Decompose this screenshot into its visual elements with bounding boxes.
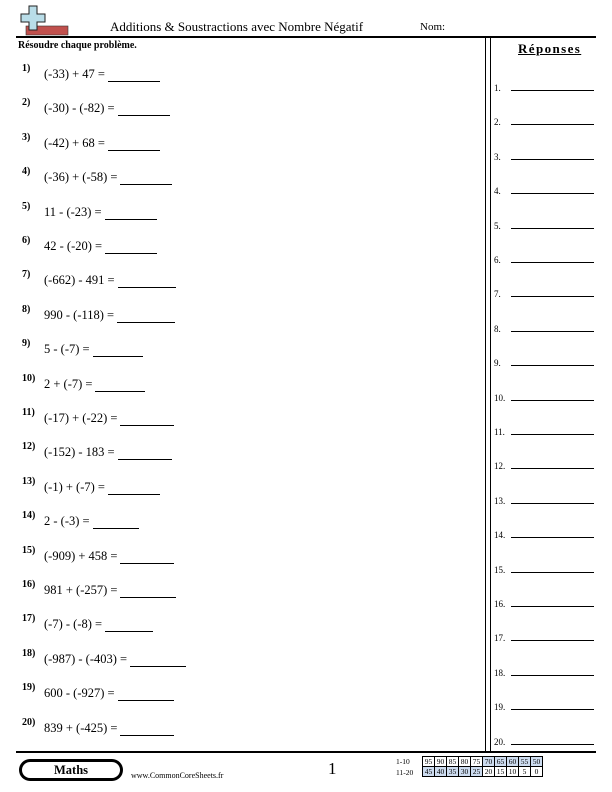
problem-expression-text: 981 + (-257) = [44,583,118,597]
answer-item [494,318,594,332]
problem-expression-text: (-42) + 68 = [44,135,105,150]
score-cell: 75 [471,757,483,767]
answer-blank[interactable] [118,275,176,288]
problem-expression-text: 2 - (-3) = [44,514,90,529]
subject-badge [19,759,123,781]
column-divider [485,37,491,751]
answer-blank[interactable] [117,310,175,323]
problem-expression [44,239,157,254]
answer-line[interactable] [511,468,594,469]
answer-item [494,249,594,263]
answer-line[interactable] [511,709,594,710]
score-cell: 10 [507,767,519,777]
problem-expression-text: (-909) + 458 = [44,548,118,563]
answer-item [494,387,594,401]
plus-sign-logo-icon [18,4,70,36]
problem-expression [44,411,174,426]
problem-expression [44,617,153,632]
answer-number: 8. [494,323,501,334]
problem-number: 12) [22,441,36,453]
answer-blank[interactable] [95,379,145,392]
answer-item [494,490,594,504]
name-label: Nom: [420,21,446,33]
problem-expression [44,445,172,460]
answer-number: 4. [494,186,501,197]
problem-expression [44,583,176,598]
problem-expression [44,136,160,151]
problem-expression [44,549,174,564]
website-link[interactable]: www.CommonCoreSheets.fr [131,771,224,780]
problem-number: 5) [22,200,31,212]
score-table [422,756,543,777]
score-cell: 70 [483,757,495,767]
answer-item [494,559,594,573]
answer-item [494,662,594,676]
answer-blank[interactable] [108,69,160,82]
score-cell: 90 [435,757,447,767]
answer-item [494,352,594,369]
problem-expression [44,101,170,116]
instructions: Résoudre chaque problème. [18,40,137,51]
problem-number: 3) [22,131,31,143]
score-cell: 40 [435,767,447,777]
answer-number: 7. [494,289,501,300]
answer-blank[interactable] [93,516,139,529]
score-row-label: 1-10 [396,757,410,766]
worksheet-title: Additions & Soustractions avec Nombre Négatif [110,19,364,34]
problem-expression [44,170,172,185]
problem-expression-text: 42 - (-20) = [44,239,103,253]
answer-blank[interactable] [105,241,157,254]
answer-blank[interactable] [120,585,176,598]
problem-expression-text: 990 - (-118) = [44,307,115,322]
answer-line[interactable] [511,124,594,125]
answer-number: 3. [494,151,501,162]
problem-expression-text: 2 + (-7) = [44,376,93,391]
problem-expression [44,652,186,667]
answer-number: 5. [494,220,501,231]
score-cell: 50 [531,757,543,767]
score-cell: 60 [507,757,519,767]
problem-expression [44,67,160,82]
problem-number: 20) [22,716,36,728]
answer-item [494,455,594,472]
answer-blank[interactable] [105,619,153,632]
problem-expression-text: (-36) + (-58) = [44,170,118,185]
problem-number: 1) [22,63,31,74]
answer-item [494,215,594,229]
answer-item [494,77,594,91]
answer-number: 9. [494,358,501,369]
score-cell: 30 [459,767,471,777]
answer-line[interactable] [511,159,594,160]
score-cell: 80 [459,757,471,767]
score-row-labels [396,757,413,778]
problem-expression [44,342,143,357]
answer-number: 14. [494,530,506,541]
problem-number: 6) [22,235,31,246]
problem-expression-text: (-152) - 183 = [44,445,115,460]
problem-expression [44,205,157,220]
answer-number: 12. [494,461,506,472]
problem-expression-text: (-30) - (-82) = [44,101,115,116]
problem-number: 13) [22,475,36,487]
answer-blank[interactable] [120,172,172,185]
footer-rule [16,751,596,753]
answer-number: 16. [494,599,506,609]
answer-number: 10. [494,392,506,403]
score-cell: 25 [471,767,483,777]
score-cell: 20 [483,767,495,777]
answer-item [494,593,594,607]
answer-line[interactable] [511,572,594,573]
page-number: 1 [328,759,337,778]
answer-item [494,421,594,435]
answer-item [494,283,594,300]
problem-expression [44,721,174,736]
answer-line[interactable] [511,262,594,263]
answers-heading: Réponses [518,41,582,56]
answer-blank[interactable] [120,723,174,736]
answer-number: 13. [494,495,506,506]
answer-blank[interactable] [118,447,172,460]
answer-line[interactable] [511,296,594,297]
answer-number: 17. [494,633,506,644]
problem-expression-text: (-7) - (-8) = [44,617,103,632]
problem-expression [44,480,160,495]
problem-number: 18) [22,647,36,659]
answer-line[interactable] [511,503,594,504]
problem-expression-text: (-987) - (-403) = [44,651,128,666]
answer-number: 11. [494,427,505,437]
problem-number: 7) [22,269,31,281]
answer-item [494,180,594,197]
answer-line[interactable] [511,744,594,745]
problem-number: 8) [22,303,31,315]
answer-number: 20. [494,736,506,747]
answer-line[interactable] [511,537,594,538]
score-cell: 35 [447,767,459,777]
problem-expression-text: (-662) - 491 = [44,273,115,288]
answer-number: 1. [494,83,501,93]
answer-blank[interactable] [118,688,174,701]
score-cell: 0 [531,767,543,777]
score-cell: 95 [423,757,435,767]
problem-number: 9) [22,338,31,350]
problem-expression-text: (-17) + (-22) = [44,411,118,425]
answer-line[interactable] [511,331,594,332]
problem-expression [44,514,139,529]
problem-number: 4) [22,166,31,178]
subject-label: Maths [22,762,120,778]
score-cell: 85 [447,757,459,767]
score-cell: 45 [423,767,435,777]
problem-expression-text: 11 - (-23) = [44,204,102,219]
answer-item [494,696,594,713]
answer-line[interactable] [511,606,594,607]
problem-number: 10) [22,372,36,384]
answer-line[interactable] [511,675,594,676]
score-cell: 65 [495,757,507,767]
problem-expression [44,273,176,288]
score-cell: 15 [495,767,507,777]
score-row [423,757,543,767]
header-rule [16,36,596,38]
score-row [423,767,543,777]
score-cell: 55 [519,757,531,767]
problem-number: 15) [22,544,36,556]
answer-line[interactable] [511,400,594,401]
answer-blank[interactable] [108,138,160,151]
answer-item [494,731,594,745]
answer-blank[interactable] [130,654,186,667]
answer-blank[interactable] [120,551,174,564]
answer-item [494,146,594,160]
answer-number: 6. [494,255,501,265]
problem-number: 2) [22,97,31,109]
answer-blank[interactable] [120,413,174,426]
problem-number: 16) [22,579,36,590]
problem-expression-text: (-1) + (-7) = [44,479,105,494]
answer-line[interactable] [511,365,594,366]
problem-number: 19) [22,682,36,694]
score-row-label: 11-20 [396,767,414,777]
answer-blank[interactable] [93,344,143,357]
answer-number: 19. [494,702,506,713]
answer-item [494,524,594,541]
answer-number: 18. [494,667,506,678]
score-cell: 5 [519,767,531,777]
problem-expression-text: 600 - (-927) = [44,686,115,701]
problem-number: 14) [22,510,36,522]
problem-expression [44,308,175,323]
answer-number: 15. [494,564,506,575]
answer-item [494,111,594,128]
answer-blank[interactable] [105,207,157,220]
answer-line[interactable] [511,90,594,91]
problem-expression-text: 839 + (-425) = [44,720,118,735]
answer-blank[interactable] [118,103,170,116]
problem-expression-text: (-33) + 47 = [44,67,105,81]
problem-expression [44,686,174,701]
answer-item [494,627,594,644]
problem-number: 17) [22,613,36,625]
answer-line[interactable] [511,434,594,435]
problem-number: 11) [22,407,35,418]
answer-number: 2. [494,117,501,128]
answer-line[interactable] [511,640,594,641]
answer-line[interactable] [511,228,594,229]
answer-line[interactable] [511,193,594,194]
answer-blank[interactable] [108,482,160,495]
problem-expression [44,377,145,392]
problem-expression-text: 5 - (-7) = [44,342,90,357]
